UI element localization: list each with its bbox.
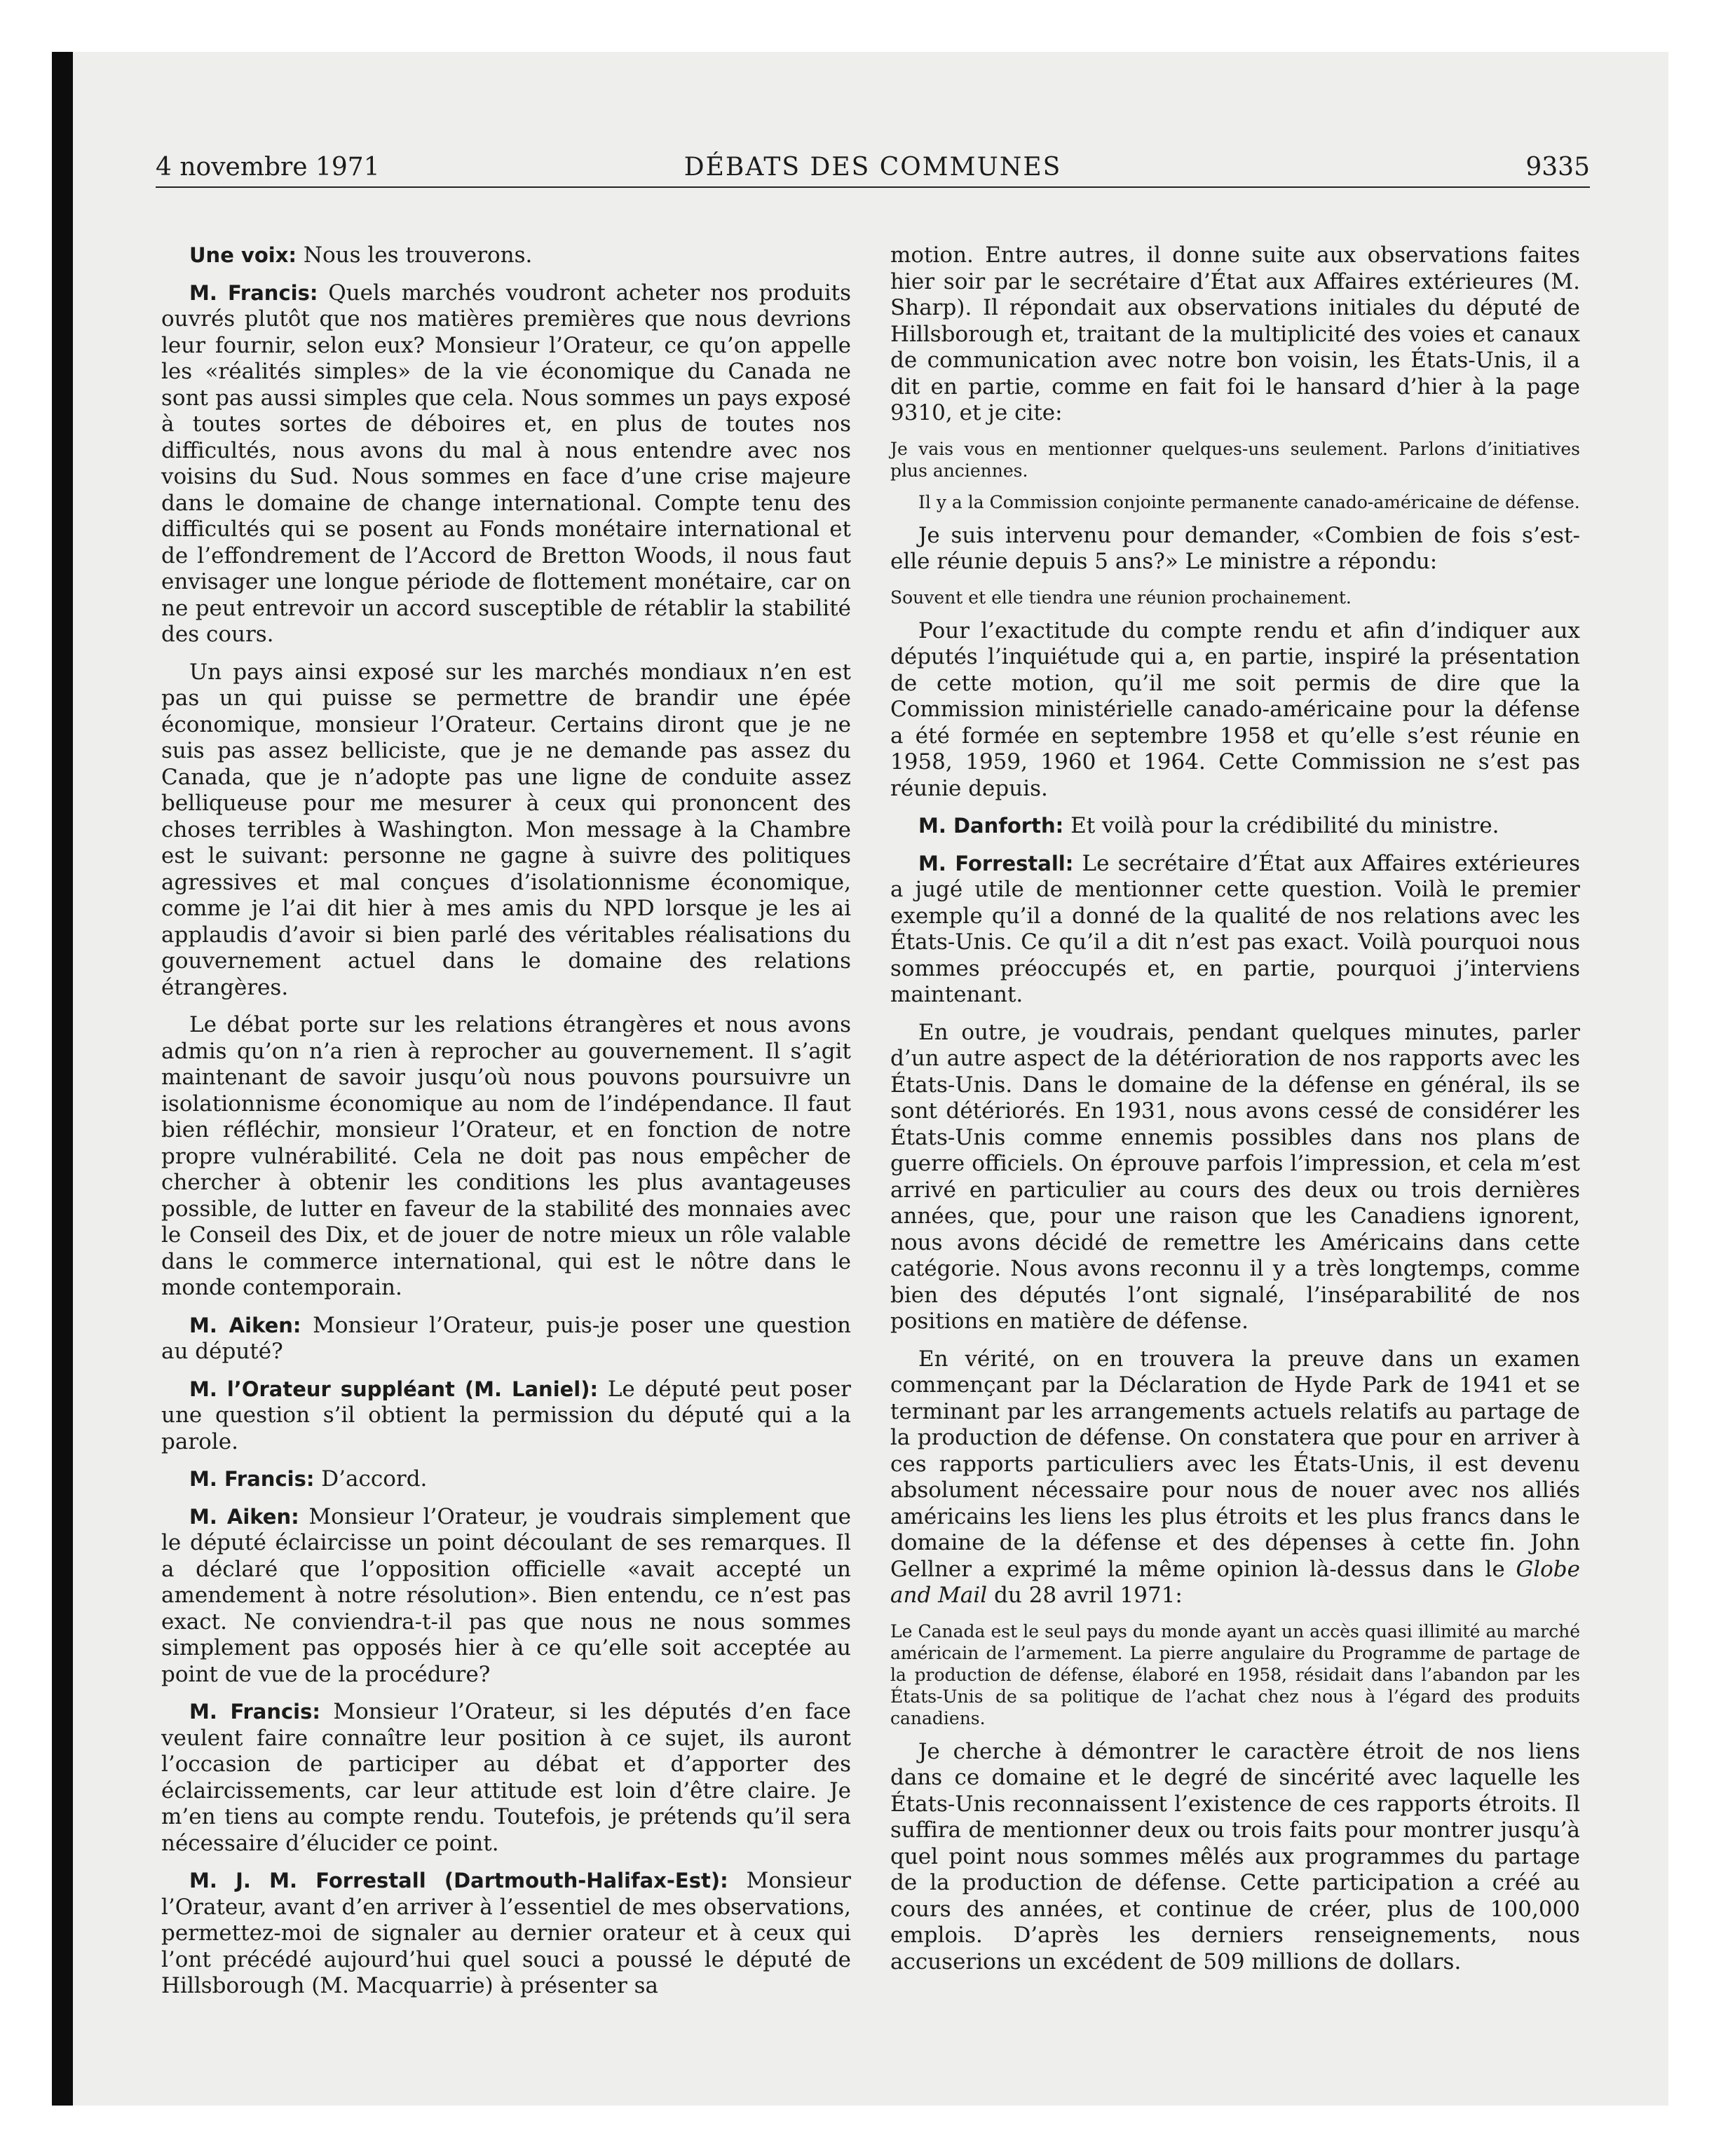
paragraph-text: Monsieur l’Orateur, avant d’en arriver à l’essentiel de mes observations, permettez-moi de signaler au dernier orateur et à ceux qui l’ont précédé aujourd’hui quel souci a poussé le député de Hillsborough (M. Macquarrie) à présenter sa <box>161 1868 851 1998</box>
speaker-name: M. Aiken: <box>189 1313 301 1337</box>
paragraph-text: Le député peut poser une question s’il obtient la permission du député qui a la parole. <box>161 1376 851 1454</box>
speaker-name: Une voix: <box>189 243 297 267</box>
paragraph <box>161 1313 851 1365</box>
paragraph-text: Quels marchés voudront acheter nos produits ouvrés plutôt que nos matières premières que nous devrions leur fournir, selon eux? Monsieur l’Orateur, ce qu’on appelle les «réalités simples» de la vie économique du Canada ne sont pas aussi simples que cela. Nous sommes un pays exposé à toutes sortes de déboires et, en plus de toutes nos difficultés, nous avons du mal à nous entendre avec nos voisins du Sud. Nous sommes en face d’une crise majeure dans le domaine de change international. Compte tenu des difficultés qui se posent au Fonds monétaire international et de l’effondrement de l’Accord de Bretton Woods, il nous faut envisager une longue période de flottement monétaire, car on ne peut entrevoir un accord susceptible de rétablir la stabilité des cours. <box>161 280 851 647</box>
left-column <box>161 243 851 2011</box>
paragraph: Pour l’exactitude du compte rendu et afin d’indiquer aux députés l’inquiétude qui a, en partie, inspiré la présentation de cette motion, qu’il me soit permis de dire que la Commission ministérielle canado-américaine pour la défense a été formée en septembre 1958 et qu’elle s’est réunie en 1958, 1959, 1960 et 1964. Cette Commission ne s’est pas réunie depuis. <box>890 618 1580 801</box>
quotation: Le Canada est le seul pays du monde ayant un accès quasi illimité au marché américain de l’armement. La pierre angulaire du Programme de partage de la production de défense, élaboré en 1958, résidait dans l’abandon par les États-Unis de sa politique de l’achat chez nous à l’égard des produits canadiens. <box>890 1621 1580 1728</box>
paragraph-text: Le débat porte sur les relations étrangères et nous avons admis qu’on n’a rien à reprocher au gouvernement. Il s’agit maintenant de savoir jusqu’où nous pouvons poursuivre un isolationnisme économique au nom de l’indépendance. Il faut bien réfléchir, monsieur l’Orateur, et en fonction de notre propre vulnérabilité. Cela ne doit pas nous empêcher de chercher à obtenir les conditions les plus avantageuses possible, de lutter en faveur de la stabilité des monnaies avec le Conseil des Dix, et de jouer de notre mieux un rôle valable dans le commerce international, qui est le nôtre dans le monde contemporain. <box>161 1012 851 1300</box>
newspaper-title: Globe and Mail <box>890 1556 1580 1608</box>
paragraph <box>890 813 1580 840</box>
paragraph-text: En vérité, on en trouvera la preuve dans un examen commençant par la Déclaration de Hyde Park de 1941 et se terminant par les arrangements actuels relatifs au partage de la production de défense. On constatera que pour en arriver à ces rapports particuliers avec les États-Unis, il est devenu absolument nécessaire pour nous de nouer avec nos alliés américains les liens les plus étroits et les plus francs dans le domaine de la défense et des dépenses à cette fin. John Gellner a exprimé la même opinion là-dessus dans le <box>890 1346 1580 1582</box>
scan-binding-edge <box>52 52 73 2106</box>
paragraph-text: D’accord. <box>314 1466 428 1492</box>
speaker-name: M. Francis: <box>189 280 318 305</box>
paragraph <box>161 280 851 648</box>
paragraph: Je cherche à démontrer le caractère étroit de nos liens dans ce domaine et le degré de sincérité avec laquelle les États-Unis reconnaissent l’existence de ces rapports étroits. Il suffira de mentionner deux ou trois faits pour montrer jusqu’à quel point nous sommes mêlés aux programmes du partage de la production de défense. Cette participation a créé au cours des années, et continue de créer, plus de 100,000 emplois. D’après les derniers renseignements, nous accuserions un excédent de 509 millions de dollars. <box>890 1738 1580 1974</box>
quotation: Il y a la Commission conjointe permanente canado-américaine de défense. <box>918 491 1580 512</box>
paragraph <box>890 851 1580 1009</box>
speaker-name: M. Francis: <box>189 1700 320 1724</box>
paragraph: motion. Entre autres, il donne suite aux observations faites hier soir par le secrétaire d’État aux Affaires extérieures (M. Sharp). Il répondait aux observations initiales du député de Hillsborough et, traitant de la multiplicité des voies et canaux de communication avec notre bon voisin, les États-Unis, il a dit en partie, comme en fait foi le hansard d’hier à la page 9310, et je cite: <box>890 243 1580 425</box>
paragraph <box>161 1012 851 1302</box>
paragraph: En outre, je voudrais, pendant quelques minutes, parler d’un autre aspect de la détérioration de nos rapports avec les États-Unis. Dans le domaine de la défense en général, ils se sont détériorés. En 1931, nous avons cessé de considérer les États-Unis comme ennemis possibles dans nos plans de guerre officiels. On éprouve parfois l’impression, et cela m’est arrivé en particulier au cours des deux ou trois dernières années, que, pour une raison que les Canadiens ignorent, nous avons décidé de remettre les Américains dans cette catégorie. Nous avons reconnu il y a très longtemps, comme bien des députés l’ont signalé, l’inséparabilité de nos positions en matière de défense. <box>890 1019 1580 1334</box>
right-column <box>890 243 1580 1986</box>
page-header <box>156 153 1590 188</box>
paragraph <box>161 660 851 1002</box>
speaker-name: M. Forrestall: <box>918 851 1074 875</box>
paragraph-text: Monsieur l’Orateur, je voudrais simplement que le député éclaircisse un point découlant de ses remarques. Il a déclaré que l’opposition officielle «avait accepté un amendement à notre résolution». Bien entendu, ce n’est pas exact. Ne conviendra-t-il pas que nous ne nous sommes simplement pas opposés hier à ce qu’elle soit acceptée au point de vue de la procédure? <box>161 1503 851 1687</box>
quotation: Je vais vous en mentionner quelques-uns seulement. Parlons d’initiatives plus anciennes. <box>890 438 1580 481</box>
paragraph-text: Monsieur l’Orateur, si les députés d’en face veulent faire connaître leur position à ce sujet, ils auront l’occasion de participer au débat et d’apporter des éclaircissements, car leur attitude est loin d’être claire. Je m’en tiens au compte rendu. Toutefois, je prétends qu’il sera nécessaire d’élucider ce point. <box>161 1699 851 1856</box>
speaker-name: M. Francis: <box>189 1467 315 1491</box>
speaker-name: M. Aiken: <box>189 1504 299 1529</box>
paragraph <box>161 243 851 269</box>
paragraph: Je suis intervenu pour demander, «Combien de fois s’est-elle réunie depuis 5 ans?» Le ministre a répondu: <box>890 522 1580 574</box>
speaker-name: M. Danforth: <box>918 814 1064 838</box>
quotation: Souvent et elle tiendra une réunion prochainement. <box>890 587 1352 608</box>
paragraph <box>161 1868 851 2000</box>
paragraph <box>161 1699 851 1857</box>
paragraph-text: Un pays ainsi exposé sur les marchés mondiaux n’en est pas un qui puisse se permettre de brandir une épée économique, monsieur l’Orateur. Certains diront que je ne suis pas assez belliciste, que je ne demande pas assez du Canada, que je n’adopte pas une ligne de conduite assez belliqueuse pour me mesurer à ceux qui prononcent des choses terribles à Washington. Mon message à la Chambre est le suivant: personne ne gagne à suivre des politiques agressives et mal conçues d’isolationnisme économique, comme je l’ai dit hier à mes amis du NPD lorsque je les ai applaudis d’avoir si bien parlé des véritables réalisations du gouvernement actuel dans le domaine des relations étrangères. <box>161 659 851 1000</box>
page-number: 9335 <box>1525 153 1590 182</box>
paragraph <box>161 1377 851 1456</box>
paragraph-text: Monsieur l’Orateur, puis-je poser une question au député? <box>161 1312 851 1364</box>
speaker-name: M. J. M. Forrestall (Dartmouth-Halifax-Est): <box>189 1869 728 1892</box>
header-date: 4 novembre 1971 <box>156 153 380 182</box>
paragraph-text: Le secrétaire d’État aux Affaires extérieures a jugé utile de mentionner cette question. Voilà le premier exemple qu’il a donné de la qualité de nos relations avec les États-Unis. Ce qu’il a dit n’est pas exact. Voilà pourquoi nous sommes préoccupés et, en partie, pourquoi j’interviens maintenant. <box>890 850 1580 1007</box>
paragraph-text: Nous les trouverons. <box>297 243 533 268</box>
paragraph <box>890 1346 1580 1609</box>
header-title: DÉBATS DES COMMUNES <box>683 153 1062 182</box>
paragraph-text: Et voilà pour la crédibilité du ministre. <box>1063 813 1499 838</box>
paragraph-text: du 28 avril 1971: <box>987 1583 1183 1608</box>
speaker-name: M. l’Orateur suppléant (M. Laniel): <box>189 1377 599 1401</box>
paragraph <box>161 1504 851 1688</box>
paragraph <box>161 1466 851 1493</box>
